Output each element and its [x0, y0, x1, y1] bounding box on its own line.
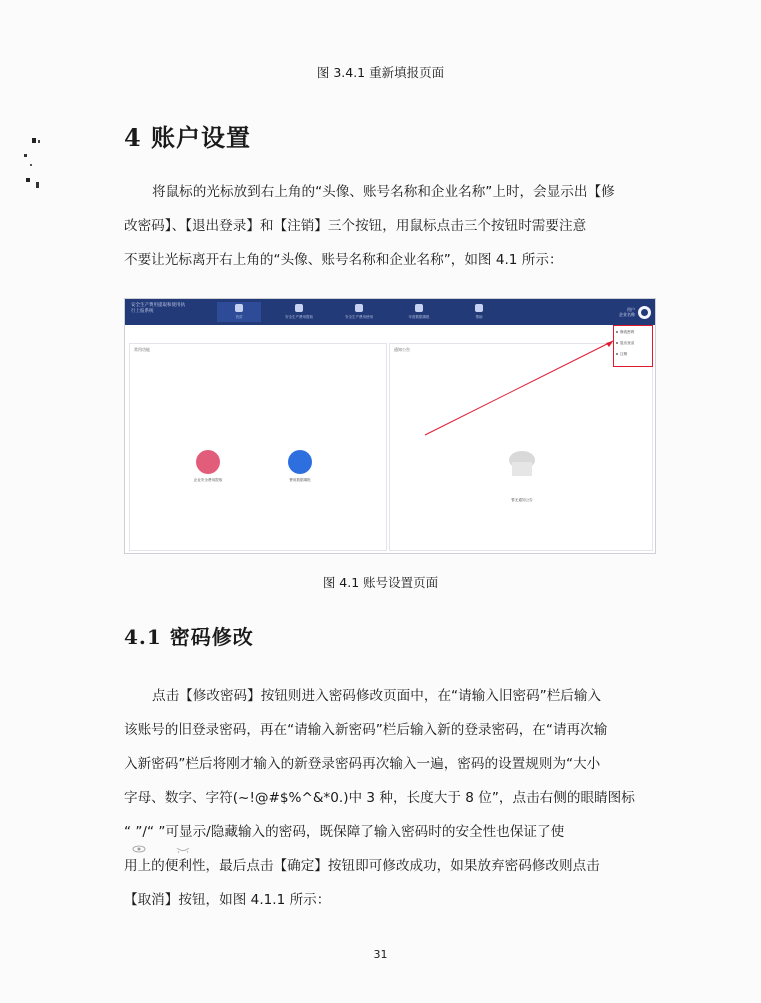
text-line: 字母、数字、字符(~!@#$%^&*0.)中 3 种，长度大于 8 位”，点击右侧的眼睛图标 — [124, 790, 635, 806]
text-line: 不要让光标离开右上角的“头像、账号名称和企业名称”，如图 4.1 所示： — [124, 252, 563, 268]
tile-label: 费用数据填报 — [289, 478, 311, 482]
user-info[interactable]: 用户 企业名称 — [619, 307, 635, 317]
text-line: 入新密码”栏后将刚才输入的新登录密码再次输入一遍，密码的设置规则为“大小 — [124, 756, 601, 772]
text-line: 将鼠标的光标放到右上角的“头像、账号名称和企业名称”上时，会显示出【修 — [152, 184, 615, 200]
nav-item-use[interactable]: 安全生产费用使用 — [337, 302, 381, 322]
menu-item-cancel-account[interactable]: 注销 — [620, 352, 628, 356]
text-line: 【取消】按钮，如图 4.1.1 所示： — [124, 892, 331, 908]
app-title: 安全生产费用提取和使用执行上报系统 — [131, 303, 185, 314]
tile-label: 企业安全费用提取 — [193, 478, 223, 482]
pointer-arrow — [125, 299, 655, 553]
menu-item-logout[interactable]: 退出登录 — [620, 341, 635, 345]
subsection-heading: 4.1 密码修改 — [124, 625, 254, 649]
page-number: 31 — [373, 948, 388, 961]
text-line: 改密码】、【退出登录】和【注销】三个按钮，用鼠标点击三个按钮时需要注意 — [124, 218, 587, 234]
nav-item-report[interactable]: 年度数据填报 — [397, 302, 441, 322]
text-line: 用上的便利性，最后点击【确定】按钮即可修改成功，如果放弃密码修改则点击 — [124, 858, 600, 874]
text-line: “ ”/“ ”可显示/隐藏输入的密码，既保障了输入密码时的安全性也保证了使 — [124, 824, 565, 840]
intro-paragraph — [124, 175, 659, 277]
panel-title: 常用功能 — [134, 347, 150, 352]
scan-marks — [14, 134, 54, 194]
nav-item-help[interactable]: 帮助 — [457, 302, 501, 322]
nav-item-extract[interactable]: 安全生产费用提取 — [277, 302, 321, 322]
panel-title: 通知公告 — [394, 347, 410, 352]
password-paragraph — [124, 679, 659, 917]
section-heading: 4 账户设置 — [124, 123, 252, 152]
account-settings-screenshot — [124, 298, 656, 554]
figure-caption: 图 4.1 账号设置页面 — [322, 575, 439, 590]
text-line: 点击【修改密码】按钮则进入密码修改页面中，在“请输入旧密码”栏后输入 — [152, 688, 602, 704]
nav-item-home[interactable]: 首页 — [217, 302, 261, 322]
empty-label: 暂无通知公告 — [511, 498, 533, 502]
eye-closed-icon — [176, 844, 190, 854]
figure-caption-top: 图 3.4.1 重新填报页面 — [316, 65, 445, 80]
eye-open-icon — [132, 844, 146, 854]
menu-item-change-password[interactable]: 修改密码 — [620, 330, 635, 334]
text-line: 该账号的旧登录密码，再在“请输入新密码”栏后输入新的登录密码，在“请再次输 — [124, 722, 608, 738]
